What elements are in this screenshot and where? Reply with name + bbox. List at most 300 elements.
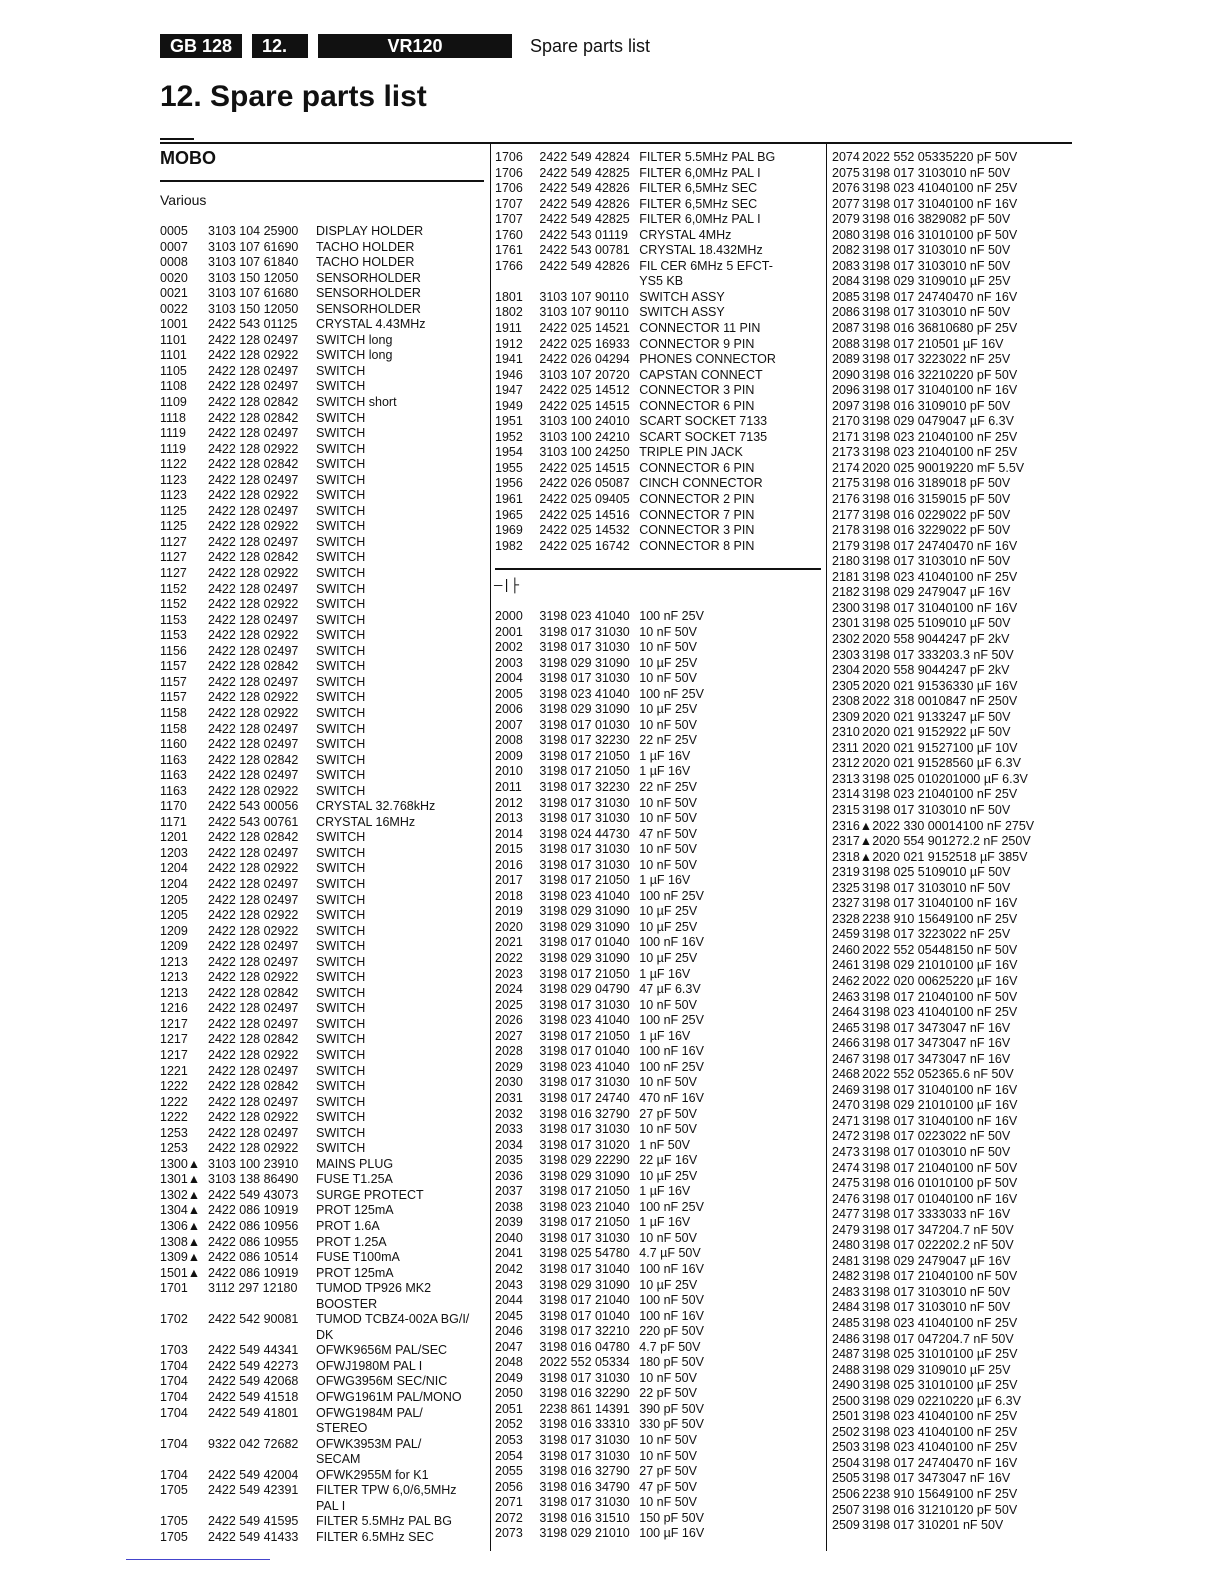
part-description: 220 pF 50V	[952, 367, 1018, 382]
part-position: 2308	[832, 694, 860, 709]
part-description: 10 nF 50V	[639, 795, 697, 810]
part-description: SWITCH	[316, 861, 366, 876]
part-description: SWITCH long	[316, 348, 393, 363]
part-row	[495, 1293, 815, 1309]
part-position: 1956	[495, 476, 523, 491]
part-code: 2422 128 02497	[208, 892, 299, 907]
part-position: 1946	[495, 367, 523, 382]
part-row	[832, 1067, 1072, 1083]
part-description: SWITCH	[316, 457, 366, 472]
part-position: 1911	[495, 321, 522, 336]
part-position: 2310	[832, 725, 860, 740]
part-position: 2048	[495, 1355, 523, 1370]
part-position: 2041	[495, 1246, 523, 1261]
part-position: 2016	[495, 857, 523, 872]
part-description: 1 µF 16V	[639, 1215, 691, 1230]
part-description: FILTER 5.5MHz PAL BG	[639, 150, 776, 164]
part-description: SWITCH	[316, 597, 366, 612]
part-description: 4.7 nF 50V	[952, 1222, 1014, 1237]
part-description: PAL I	[316, 1498, 346, 1513]
part-code: 3198 016 32210	[862, 367, 953, 382]
part-position: 2173	[832, 445, 860, 460]
part-code: 3198 017 31030	[539, 795, 630, 810]
part-row	[495, 508, 815, 524]
part-row	[832, 523, 1072, 539]
part-position: 2313	[832, 771, 860, 786]
part-code: 2422 128 02497	[208, 581, 299, 596]
part-row	[160, 1421, 486, 1437]
part-position: 1961	[495, 492, 523, 507]
part-code: 3198 029 31090	[862, 274, 953, 289]
part-code: 3198 029 31090	[539, 904, 630, 919]
part-position: 2178	[832, 523, 860, 538]
part-row	[832, 1332, 1072, 1348]
part-code: 2422 128 02497	[208, 534, 299, 549]
part-description: 10 nF 50V	[639, 640, 697, 655]
part-position: 1152	[160, 581, 187, 596]
part-code: 2422 025 14515	[539, 460, 630, 475]
part-row	[160, 1095, 486, 1111]
part-description: 100 nF 50V	[952, 1160, 1018, 1175]
part-row	[495, 982, 815, 998]
part-description: 470 nF 16V	[952, 1455, 1018, 1470]
part-row	[495, 656, 815, 672]
part-code: 3198 016 32290	[539, 1386, 630, 1401]
part-position: 2083	[832, 258, 860, 273]
part-position: 2089	[832, 352, 860, 367]
part-position: 1766	[495, 258, 523, 273]
part-code: 3198 017 32230	[862, 927, 953, 942]
part-row	[160, 613, 486, 629]
part-position: 1204	[160, 876, 188, 891]
part-position: 2315	[832, 802, 860, 817]
part-row	[495, 1386, 815, 1402]
part-code: 2422 128 02922	[208, 1110, 299, 1125]
part-position: 1125	[160, 503, 187, 518]
part-position: 1704	[160, 1374, 188, 1389]
parts-column-2-misc	[495, 150, 815, 554]
part-row	[495, 274, 815, 290]
part-position: 2176	[832, 492, 860, 507]
part-row	[160, 1064, 486, 1080]
part-row	[160, 986, 486, 1002]
part-position: 2056	[495, 1479, 523, 1494]
part-row	[832, 787, 1072, 803]
part-position: 2477	[832, 1207, 860, 1222]
part-description: 22 nF 50V	[952, 1129, 1011, 1144]
part-description: 100 nF 25V	[952, 1316, 1018, 1331]
part-position: 2483	[832, 1284, 860, 1299]
part-code: 2422 086 10919	[208, 1203, 299, 1218]
part-row	[495, 935, 815, 951]
part-row	[495, 150, 815, 166]
part-description: SECAM	[316, 1452, 361, 1467]
part-description: 100 nF 16V	[639, 1261, 704, 1276]
part-row	[832, 228, 1072, 244]
part-description: PROT 125mA	[316, 1265, 394, 1280]
part-row	[160, 1126, 486, 1142]
part-position: 1127	[160, 566, 187, 581]
part-position: 1101	[160, 348, 187, 363]
part-code: 3198 029 31090	[539, 702, 630, 717]
part-code: 3198 023 41040	[862, 1424, 953, 1439]
part-description: 22 µF 50V	[952, 725, 1011, 740]
part-description: 10 nF 50V	[639, 842, 697, 857]
part-position: 2182	[832, 585, 860, 600]
part-row	[495, 228, 815, 244]
part-description: 100 µF 10V	[952, 740, 1018, 755]
part-position: 2088	[832, 336, 860, 351]
part-code: 3198 017 31030	[539, 1495, 630, 1510]
part-row	[495, 1122, 815, 1138]
part-position: 1125	[160, 519, 187, 534]
part-description: 10 µF 25V	[639, 904, 698, 919]
part-row	[160, 877, 486, 893]
part-position: 1912	[495, 336, 523, 351]
part-description: 47 pF 2kV	[952, 631, 1010, 646]
part-position: 2464	[832, 1005, 860, 1020]
part-position: 1217	[160, 1032, 188, 1047]
part-position: 2002	[495, 640, 523, 655]
part-code: 2422 128 02842	[208, 410, 299, 425]
part-code: 3198 016 31090	[862, 398, 953, 413]
part-code: 2020 558 90442	[862, 631, 953, 646]
part-position: 1702	[160, 1312, 188, 1327]
part-code: 3198 017 01030	[862, 1145, 953, 1159]
part-description: 100 nF 25V	[952, 1487, 1018, 1502]
part-position: 2074	[832, 150, 860, 164]
part-description: SWITCH	[316, 628, 366, 643]
part-position: 1153	[160, 628, 187, 643]
part-code: 3198 017 01040	[539, 935, 630, 950]
part-description: SWITCH	[316, 970, 366, 985]
part-description: TACHO HOLDER	[316, 255, 415, 270]
part-row	[160, 1406, 486, 1422]
part-code: 3198 029 31090	[539, 655, 630, 670]
part-description: FILTER 6,0MHz PAL I	[639, 165, 761, 180]
part-description: 10 nF 50V	[952, 802, 1011, 817]
section-title: MOBO	[160, 148, 216, 168]
part-description: 47 nF 16V	[952, 1051, 1011, 1066]
part-position: 1707	[495, 212, 523, 227]
part-row	[495, 523, 815, 539]
part-row	[495, 1355, 815, 1371]
part-row	[160, 1530, 486, 1546]
column-divider-2	[826, 143, 827, 1551]
part-code: 2422 549 42068	[208, 1374, 299, 1389]
part-position: 1704	[160, 1358, 188, 1373]
part-code: 2022 318 00108	[862, 694, 953, 709]
part-position: 2179	[832, 538, 860, 553]
part-description: 390 pF 50V	[639, 1401, 704, 1416]
part-row	[832, 648, 1072, 664]
part-position: 1308▲	[160, 1234, 201, 1249]
part-row	[160, 753, 486, 769]
part-description: 10 nF 50V	[952, 1145, 1011, 1159]
part-row	[495, 290, 815, 306]
part-row	[832, 476, 1072, 492]
part-position: 2475	[832, 1176, 860, 1191]
part-code: 3198 017 01040	[539, 1044, 630, 1059]
part-description: 560 µF 6.3V	[952, 756, 1021, 771]
part-code: 2422 128 02497	[208, 612, 299, 627]
part-description: 100 nF 50V	[952, 1269, 1018, 1284]
part-code: 3103 107 90110	[539, 289, 629, 304]
part-position: 2506	[832, 1487, 860, 1502]
part-description: SWITCH	[316, 721, 366, 736]
part-code: 2422 128 02922	[208, 597, 299, 612]
part-description: 10 nF 50V	[952, 305, 1011, 320]
part-position: 2000	[495, 609, 523, 623]
part-position: 2009	[495, 748, 523, 763]
part-code: 3198 023 41040	[539, 686, 630, 701]
part-position: 2015	[495, 842, 523, 857]
part-position: 2463	[832, 989, 860, 1004]
part-row	[160, 1001, 486, 1017]
part-description: SWITCH	[316, 472, 366, 487]
part-code: 2422 128 02922	[208, 441, 299, 456]
header-model: VR120	[318, 34, 512, 58]
part-code: 3198 017 31030	[862, 305, 953, 320]
part-code: 3198 017 31030	[539, 811, 630, 826]
part-description: 100 nF 25V	[639, 1199, 704, 1214]
part-description: OFWG1984M PAL/	[316, 1405, 423, 1420]
part-description: CINCH CONNECTOR	[639, 476, 763, 491]
part-position: 1954	[495, 445, 523, 460]
part-code: 2422 128 02922	[208, 519, 299, 534]
part-description: 10 nF 50V	[639, 1495, 697, 1510]
part-position: 2010	[495, 764, 523, 779]
part-row	[495, 1169, 815, 1185]
part-code: 2422 543 01125	[208, 317, 298, 332]
part-description: 27 pF 50V	[639, 1106, 697, 1121]
part-description: 10 µF 50V	[952, 865, 1011, 880]
part-description: FUSE T100mA	[316, 1250, 400, 1265]
part-description: OFWG3956M SEC/NIC	[316, 1374, 448, 1389]
part-position: 1301▲	[160, 1172, 201, 1187]
part-description: OFWJ1980M PAL I	[316, 1358, 423, 1373]
part-description: MAINS PLUG	[316, 1156, 394, 1171]
part-position: 1761	[495, 243, 523, 258]
part-position: 2502	[832, 1424, 860, 1439]
part-position: 2051	[495, 1401, 523, 1416]
part-row	[495, 718, 815, 734]
part-row	[495, 445, 815, 461]
part-description: SWITCH	[316, 939, 366, 954]
header-section-title: Spare parts list	[530, 36, 651, 56]
part-code: 2422 128 02497	[208, 1094, 299, 1109]
part-position: 1109	[160, 395, 187, 410]
part-description: FILTER 6.5MHz SEC	[316, 1529, 434, 1544]
part-position: 2509	[832, 1518, 860, 1533]
part-row	[832, 679, 1072, 695]
part-description: SWITCH	[316, 1125, 366, 1140]
part-code: 3198 023 41040	[539, 609, 630, 623]
part-description: 10 nF 50V	[639, 1122, 697, 1137]
part-position: 2077	[832, 196, 860, 211]
part-code: 3198 023 41040	[862, 569, 953, 584]
part-row	[832, 1161, 1072, 1177]
part-code: 3198 017 21040	[862, 1269, 953, 1284]
part-description: TRIPLE PIN JACK	[639, 445, 743, 460]
part-position: 2035	[495, 1153, 523, 1168]
part-description: 10 µF 25V	[639, 951, 698, 966]
part-code: 3198 016 02290	[862, 507, 953, 522]
part-position: 2474	[832, 1160, 860, 1175]
part-description: SWITCH ASSY	[639, 305, 725, 320]
part-code: 2422 549 41518	[208, 1390, 299, 1405]
part-code: 2422 549 42391	[208, 1483, 299, 1498]
part-description: TACHO HOLDER	[316, 239, 415, 254]
part-position: 1222	[160, 1110, 188, 1125]
part-description: 100 nF 25V	[952, 181, 1018, 196]
part-code: 2422 128 02497	[208, 845, 299, 860]
part-description: 47 nF 50V	[639, 826, 697, 841]
part-code: 2022 552 05236	[862, 1067, 953, 1082]
part-code: 3198 017 34730	[862, 1051, 953, 1066]
part-position: 2317▲	[832, 834, 873, 849]
part-position: 2020	[495, 919, 523, 934]
part-code: 2422 128 02922	[208, 488, 299, 503]
part-code: 2022 020 00625	[862, 973, 953, 988]
part-position: 2328	[832, 911, 860, 926]
part-row	[832, 912, 1072, 928]
part-row	[160, 302, 486, 318]
part-row	[832, 1487, 1072, 1503]
part-code: 3198 017 24740	[862, 1455, 953, 1470]
part-description: 47 nF 16V	[952, 1471, 1011, 1486]
part-position: 2027	[495, 1028, 523, 1043]
part-position: 2501	[832, 1409, 860, 1424]
part-position: 2033	[495, 1122, 523, 1137]
part-description: 100 nF 25V	[639, 609, 704, 623]
part-row	[160, 955, 486, 971]
part-description: 10 nF 50V	[639, 811, 697, 826]
part-description: TUMOD TCBZ4-002A BG/I/	[316, 1312, 470, 1327]
part-code: 2422 543 00781	[539, 243, 630, 258]
part-position: 1160	[160, 737, 187, 752]
part-description: 100 nF 25V	[952, 445, 1018, 460]
part-position: 2488	[832, 1362, 860, 1377]
part-description: 10 nF 50V	[639, 1448, 697, 1463]
column-divider-1	[490, 143, 491, 1551]
part-description: 10 nF 50V	[639, 1230, 697, 1245]
part-position: 1213	[160, 954, 188, 969]
part-code: 3198 017 31030	[539, 671, 630, 686]
part-row	[495, 1013, 815, 1029]
part-code: 3198 016 32290	[862, 523, 953, 538]
part-description: SWITCH	[316, 783, 366, 798]
part-description: SWITCH	[316, 1110, 366, 1125]
part-row	[160, 970, 486, 986]
part-row	[495, 873, 815, 889]
part-position: 2026	[495, 1013, 523, 1028]
part-row	[495, 780, 815, 796]
part-row	[160, 1514, 486, 1530]
part-row	[832, 850, 1072, 866]
part-position: 1706	[495, 181, 523, 196]
part-description: 1 µF 16V	[639, 966, 691, 981]
part-description: 10 nF 50V	[639, 671, 697, 686]
part-description: 47 nF 250V	[952, 694, 1018, 709]
part-position: 2054	[495, 1448, 523, 1463]
part-description: 100 pF 50V	[952, 227, 1018, 242]
part-row	[832, 1518, 1072, 1534]
part-description: 100 nF 16V	[952, 1113, 1018, 1128]
part-description: 10 µF 25V	[952, 1362, 1011, 1377]
part-description: 10 nF 50V	[952, 880, 1011, 895]
part-code: 3198 016 31010	[862, 227, 953, 242]
part-row	[832, 1129, 1072, 1145]
part-description: 1 nF 50V	[952, 1518, 1004, 1533]
part-code: 2020 021 91529	[862, 725, 953, 740]
part-code: 3198 017 31030	[862, 1300, 953, 1315]
part-position: 1217	[160, 1016, 188, 1031]
part-description: SENSORHOLDER	[316, 270, 421, 285]
part-position: 1965	[495, 507, 523, 522]
part-code: 2422 549 42825	[539, 212, 630, 227]
part-position: 2505	[832, 1471, 860, 1486]
part-row	[832, 166, 1072, 182]
part-description: CONNECTOR 8 PIN	[639, 538, 755, 553]
part-description: SWITCH	[316, 923, 366, 938]
part-code: 2422 549 42826	[539, 181, 630, 196]
part-code: 2422 025 14512	[539, 383, 630, 398]
part-position: 0008	[160, 255, 188, 270]
part-code: 3198 025 01020	[862, 771, 953, 786]
part-code: 3198 029 21010	[539, 1526, 630, 1541]
part-row	[832, 896, 1072, 912]
part-code: 3103 100 24010	[539, 414, 630, 429]
part-position: 1153	[160, 612, 187, 627]
part-code: 3198 017 31030	[539, 1448, 630, 1463]
part-position: 2507	[832, 1502, 860, 1517]
part-position: 2312	[832, 756, 860, 771]
part-description: 1 µF 16V	[639, 873, 691, 888]
part-row	[160, 846, 486, 862]
part-position: 1209	[160, 939, 188, 954]
part-description: SWITCH	[316, 737, 366, 752]
part-position: 2028	[495, 1044, 523, 1059]
part-row	[495, 764, 815, 780]
part-row	[495, 1107, 815, 1123]
part-description: 1 µF 16V	[639, 764, 691, 779]
part-code: 3198 029 04790	[539, 982, 630, 997]
part-position: 2304	[832, 663, 860, 678]
part-row	[160, 1017, 486, 1033]
part-position: 1304▲	[160, 1203, 201, 1218]
part-description: 47 µF 16V	[952, 1253, 1011, 1268]
part-description: 10 µF 25V	[639, 1168, 698, 1183]
part-description: SWITCH	[316, 1001, 366, 1016]
part-description: 100 nF 16V	[952, 896, 1018, 911]
part-description: SURGE PROTECT	[316, 1187, 424, 1202]
part-code: 3198 017 32230	[539, 780, 630, 795]
part-description: YS5 KB	[639, 274, 684, 289]
part-position: 2316▲	[832, 818, 873, 833]
part-code: 3198 017 31030	[862, 880, 953, 895]
part-description: 22 nF 25V	[952, 352, 1011, 367]
part-row	[832, 430, 1072, 446]
part-row	[160, 722, 486, 738]
part-position: 1108	[160, 379, 187, 394]
part-row	[495, 1340, 815, 1356]
footer-line	[126, 1559, 270, 1560]
part-description: SWITCH	[316, 426, 366, 441]
part-position: 1213	[160, 970, 188, 985]
subsection-title: Various	[160, 192, 207, 208]
part-description: CONNECTOR 7 PIN	[639, 507, 755, 522]
